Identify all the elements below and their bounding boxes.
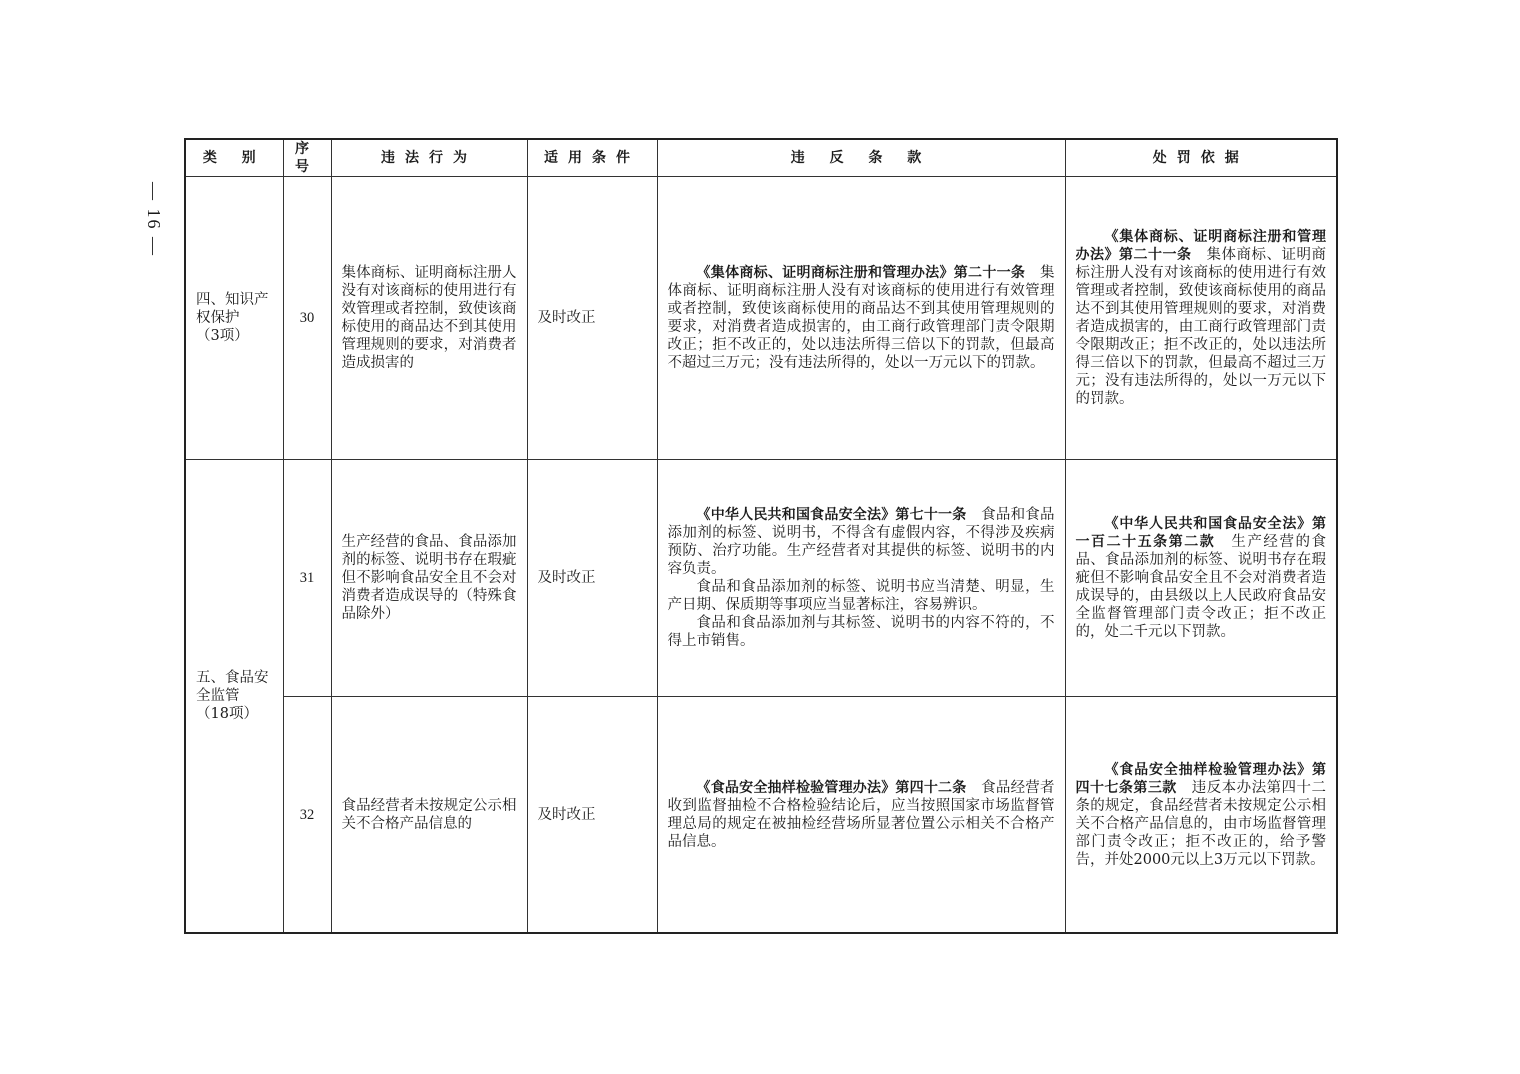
clause-paragraph xyxy=(668,779,1055,851)
seq-cell: 31 xyxy=(283,460,331,697)
basis-paragraph xyxy=(1076,761,1327,869)
seq-cell: 32 xyxy=(283,697,331,934)
seq-cell: 30 xyxy=(283,177,331,460)
category-cell xyxy=(185,177,283,460)
header-basis: 处罚依据 xyxy=(1065,139,1337,177)
clause-text: 集体商标、证明商标注册人没有对该商标的使用进行有效管理或者控制，致使该商标使用的商品达不到其使用管理规则的要求，对消费者造成损害的，由工商行政管理部门责令限期改正；拒不改正的，处以违法所得三倍以下的罚款，但最高不超过三万元；没有违法所得的，处以一万元以下的罚款。 xyxy=(667,265,1055,371)
clause-paragraph xyxy=(668,578,1055,614)
basis-paragraph xyxy=(1076,228,1327,408)
clause-paragraph xyxy=(668,264,1055,372)
act-cell: 集体商标、证明商标注册人没有对该商标的使用进行有效管理或者控制，致使该商标使用的商品达不到其使用管理规则的要求，对消费者造成损害的 xyxy=(331,177,527,460)
category-name: 四、知识产权保护 xyxy=(196,292,269,326)
header-category: 类 别 xyxy=(185,139,283,177)
header-condition: 适用条件 xyxy=(527,139,657,177)
page-number: — 16 — xyxy=(143,181,164,257)
clause-title: 《集体商标、证明商标注册和管理办法》第二十一条 xyxy=(696,265,1026,281)
clause-cell xyxy=(657,697,1065,934)
table-row xyxy=(185,697,1337,934)
basis-title: 《食品安全抽样检验管理办法》第四十七条第三款 xyxy=(1075,761,1326,796)
table-header-row xyxy=(185,139,1337,177)
basis-text: 违反本办法第四十二条的规定，食品经营者未按规定公示相关不合格产品信息的，由市场监督管理部门责令改正；拒不改正的，给予警告，并处2000元以上3万元以下罚款。 xyxy=(1075,779,1326,868)
clause-cell xyxy=(657,177,1065,460)
clause-text: 食品和食品添加剂的标签、说明书应当清楚、明显，生产日期、保质期等事项应当显著标注，容易辨识。 xyxy=(667,579,1055,613)
clause-cell xyxy=(657,460,1065,697)
condition-cell: 及时改正 xyxy=(527,460,657,697)
basis-cell xyxy=(1065,177,1337,460)
act-cell: 食品经营者未按规定公示相关不合格产品信息的 xyxy=(331,697,527,934)
category-count: （3项） xyxy=(196,328,249,344)
header-seq: 序号 xyxy=(283,139,331,177)
category-cell xyxy=(185,460,283,934)
act-cell: 生产经营的食品、食品添加剂的标签、说明书存在瑕疵但不影响食品安全且不会对消费者造成误导的（特殊食品除外） xyxy=(331,460,527,697)
clause-paragraph xyxy=(668,614,1055,650)
table-row xyxy=(185,460,1337,697)
header-clause: 违 反 条 款 xyxy=(657,139,1065,177)
clause-paragraph xyxy=(668,506,1055,578)
basis-title: 《中华人民共和国食品安全法》第一百二十五条第二款 xyxy=(1075,516,1326,550)
condition-cell: 及时改正 xyxy=(527,697,657,934)
category-name: 五、食品安全监管 xyxy=(196,670,269,704)
table-row xyxy=(185,177,1337,460)
basis-cell xyxy=(1065,697,1337,934)
basis-text: 生产经营的食品、食品添加剂的标签、说明书存在瑕疵但不影响食品安全且不会对消费者造成误导的，由县级以上人民政府食品安全监督管理部门责令改正；拒不改正的，处二千元以下罚款。 xyxy=(1075,534,1327,640)
clause-title: 《中华人民共和国食品安全法》第七十一条 xyxy=(696,507,967,523)
clause-text: 食品和食品添加剂的标签、说明书，不得含有虚假内容，不得涉及疾病预防、治疗功能。生产经营者对其提供的标签、说明书的内容负责。 xyxy=(667,507,1055,577)
basis-text: 集体商标、证明商标注册人没有对该商标的使用进行有效管理或者控制，致使该商标使用的商品达不到其使用管理规则的要求，对消费者造成损害的，由工商行政管理部门责令限期改正；拒不改正的，处以违法所得三倍以下的罚款，但最高不超过三万元；没有违法所得的，处以一万元以下的罚款。 xyxy=(1075,247,1326,407)
basis-paragraph xyxy=(1076,515,1327,641)
clause-text: 食品和食品添加剂与其标签、说明书的内容不符的，不得上市销售。 xyxy=(667,615,1055,649)
penalty-table xyxy=(184,138,1338,934)
clause-text: 食品经营者收到监督抽检不合格检验结论后，应当按照国家市场监督管理总局的规定在被抽检经营场所显著位置公示相关不合格产品信息。 xyxy=(667,779,1055,850)
header-act: 违法行为 xyxy=(331,139,527,177)
basis-cell xyxy=(1065,460,1337,697)
condition-cell: 及时改正 xyxy=(527,177,657,460)
category-count: （18项） xyxy=(196,706,258,722)
basis-title: 《集体商标、证明商标注册和管理办法》第二十一条 xyxy=(1075,229,1326,263)
clause-title: 《食品安全抽样检验管理办法》第四十二条 xyxy=(696,779,967,796)
